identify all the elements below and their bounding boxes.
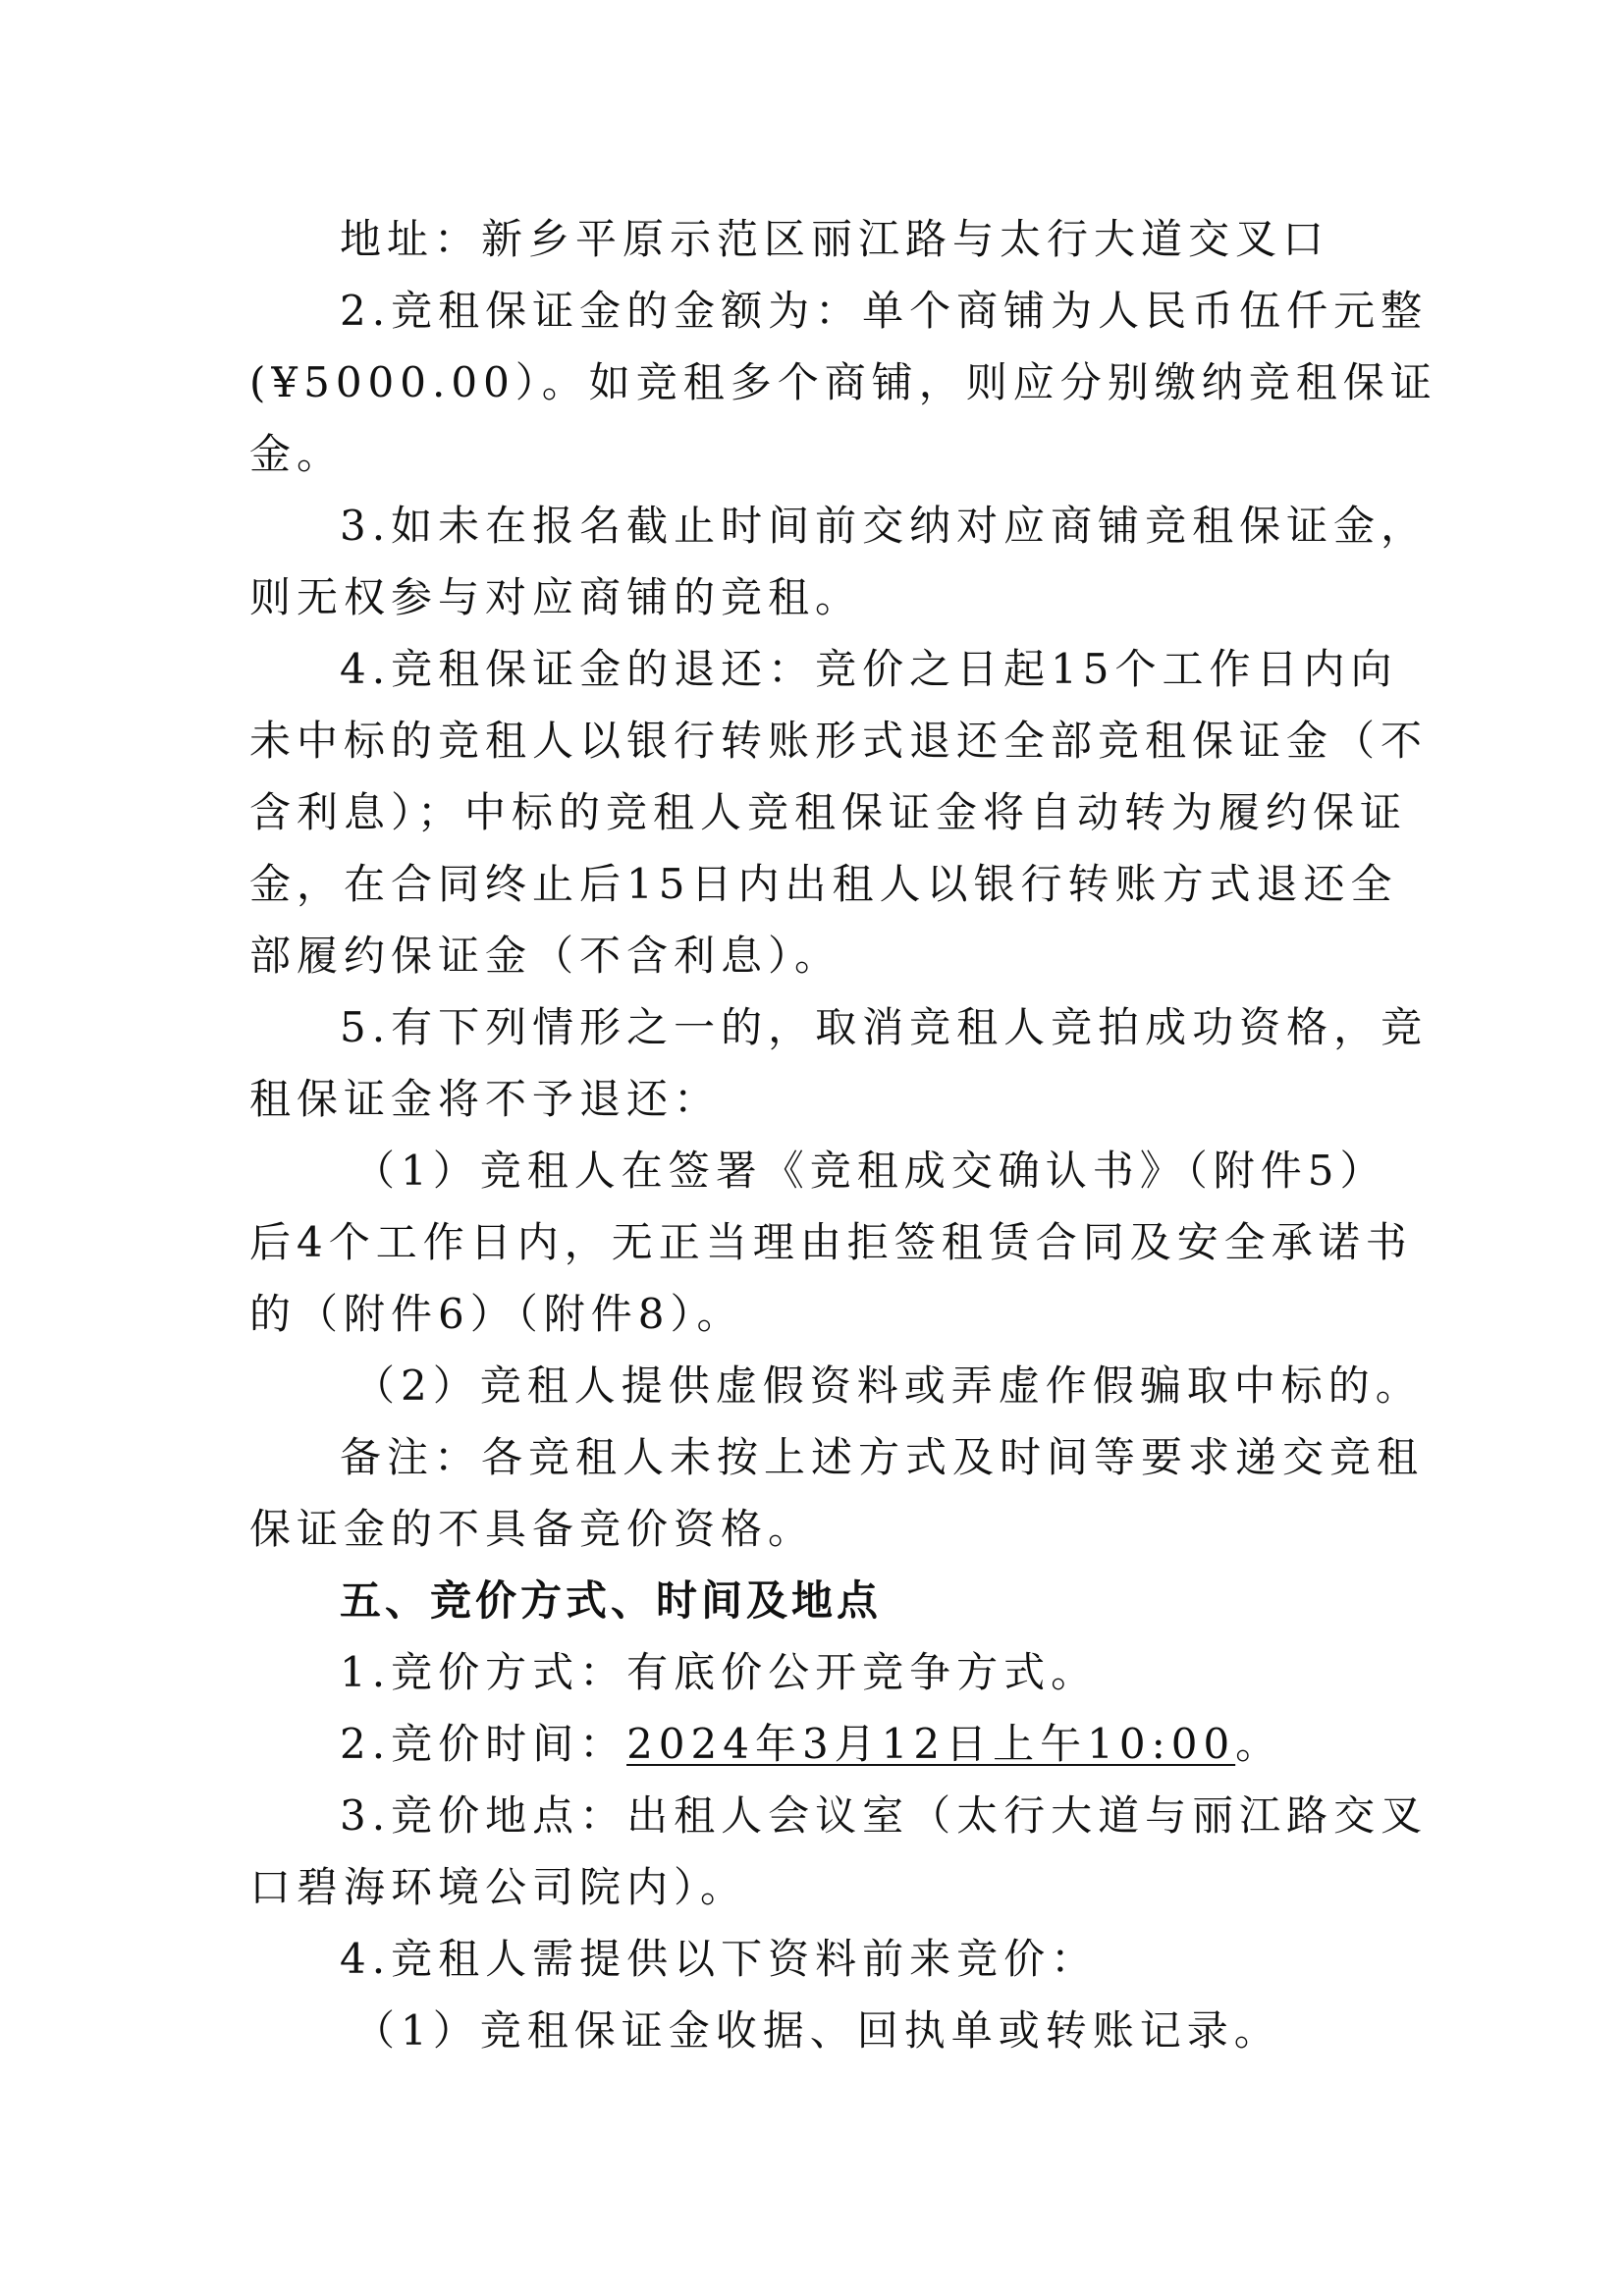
- forfeit-line-2: 租保证金将不予退还：: [249, 1075, 722, 1123]
- deposit-refund-line-3: 含利息）；中标的竞租人竞租保证金将自动转为履约保证: [249, 788, 1408, 836]
- remark-line-1: 备注：各竞租人未按上述方式及时间等要求递交竞租: [340, 1433, 1425, 1481]
- section-heading: 五、竞价方式、时间及地点: [340, 1576, 883, 1625]
- deposit-refund-line-4: 金，在合同终止后15日内出租人以银行转账方式退还全: [249, 860, 1398, 908]
- bidding-time-period: 。: [1235, 1720, 1283, 1768]
- bidding-location-line-2: 口碧海环境公司院内）。: [249, 1863, 748, 1911]
- address-line: 地址：新乡平原示范区丽江路与太行大道交叉口: [340, 215, 1330, 263]
- required-materials-item-1: （1）竞租保证金收据、回执单或转账记录。: [353, 2006, 1281, 2055]
- remark-line-2: 保证金的不具备竞价资格。: [249, 1505, 816, 1553]
- forfeit-case-1-line-3: 的（附件6）（附件8）。: [249, 1290, 744, 1338]
- forfeit-line-1: 5.有下列情形之一的，取消竞租人竞拍成功资格，竞: [340, 1003, 1429, 1051]
- deposit-amount-line-1: 2.竞租保证金的金额为：单个商铺为人民币伍仟元整: [340, 287, 1429, 335]
- bidding-time-label: 2.竞价时间：: [340, 1720, 627, 1768]
- deposit-deadline-line-1: 3.如未在报名截止时间前交纳对应商铺竞租保证金，: [340, 502, 1429, 550]
- deposit-refund-line-1: 4.竞租保证金的退还：竞价之日起15个工作日内向: [340, 645, 1398, 693]
- bidding-time-value: 2024年3月12日上午10:00: [626, 1720, 1236, 1768]
- forfeit-case-1-line-2: 后4个工作日内，无正当理由拒签租赁合同及安全承诺书: [249, 1218, 1413, 1266]
- bidding-method: 1.竞价方式：有底价公开竞争方式。: [340, 1648, 1099, 1696]
- forfeit-case-2: （2）竞租人提供虚假资料或弄虚作假骗取中标的。: [353, 1362, 1423, 1410]
- deposit-amount-line-2: (¥5000.00）。如竞租多个商铺，则应分别缴纳竞租保证: [249, 358, 1437, 406]
- required-materials: 4.竞租人需提供以下资料前来竞价：: [340, 1935, 1099, 1983]
- deposit-deadline-line-2: 则无权参与对应商铺的竞租。: [249, 573, 863, 621]
- deposit-amount-line-3: 金。: [249, 430, 345, 478]
- deposit-refund-line-2: 未中标的竞租人以银行转账形式退还全部竞租保证金（不: [249, 717, 1429, 765]
- deposit-refund-line-5: 部履约保证金（不含利息）。: [249, 932, 842, 980]
- forfeit-case-1-line-1: （1）竞租人在签署《竞租成交确认书》（附件5）: [353, 1147, 1387, 1195]
- bidding-location-line-1: 3.竞价地点：出租人会议室（太行大道与丽江路交叉: [340, 1791, 1429, 1840]
- bidding-time-line: [0, 1718, 1624, 1771]
